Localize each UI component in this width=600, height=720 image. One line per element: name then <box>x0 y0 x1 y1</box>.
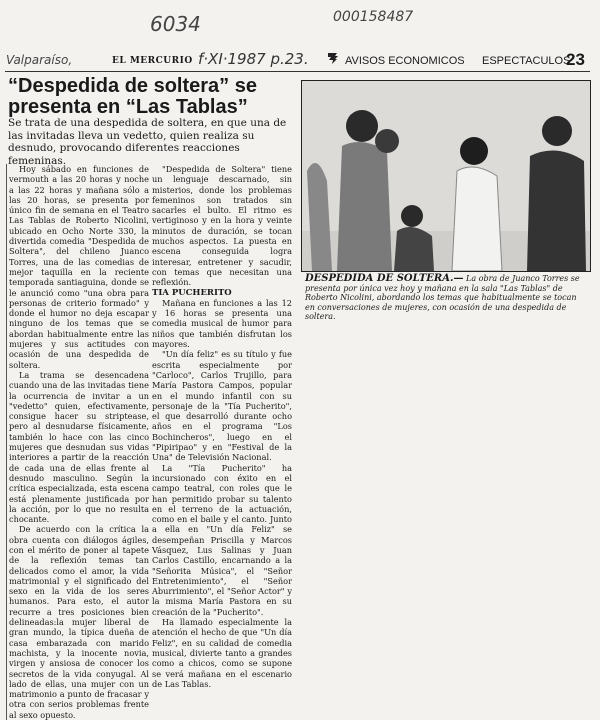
avisos-logo-icon <box>327 51 339 65</box>
page-number: 23 <box>566 50 585 69</box>
article-column-1 <box>6 164 149 720</box>
caption-text: La obra de Juanco Torres se presenta por única vez hoy y mañana en la sala "Las Tablas" de Roberto Nicolini, abordando los temas que habitualmente se tocan en conversaciones de mujeres, con ocasión de una despedida de soltera. <box>305 274 580 322</box>
paragraph: La trama se desencadena cuando una de las invitadas tiene la ocurrencia de invitar a un "vedetto" quien, efectivamente, consigue hacer su striptease, pero al desnudarse físicamente, también lo hace con las cinco mujeres que desnudan sus vidas interiores a partir de la reacción de cada una de ellas frente al desnudo masculino. Según la crítica especializada, esta escena está plenamente justificada por la acción, por lo que no resulta chocante. <box>9 369 149 525</box>
paragraph: Ha llamado especialmente la atención el hecho de que "Un día Feliz", en su calidad de comedia musical, divierte tanto a grandes como a chicos, como se supone se verá mañana en el escenario de Las Tablas. <box>152 617 292 689</box>
article-column-2 <box>152 164 292 689</box>
paragraph: Hoy sábado en funciones de vermouth a las 20 horas y noche a las 22 horas y mañana sólo a las 20 horas, se presenta por único fin de semana en el Teatro Las Tablas de Roberto Nicolini, ubicado en Ocho Norte 330, la divertida comedia "Despedida de Soltera", del chileno Juanco Torres, una de las comedias de mejor taquilla en la reciente temporada santiaguina, donde se le anunció como "una obra para personas de criterio formado" y donde el humor no deja escapar ninguno de los temas que se abordan habitualmente entre las mujeres y sus actitudes con ocasión de una despedida de soltera. <box>9 164 149 370</box>
article-dek: Se trata de una despedida de soltera, en que una de las invitadas lleva un vedetto, quien realiza su desnudo, provocando diferentes reacciones femeninas. <box>8 117 287 167</box>
paragraph: Mañana en funciones a las 12 y 16 horas se presenta una comedia musical de humor para niños que también disfrutan los mayores. <box>152 297 292 350</box>
subheading: TIA PUCHERITO <box>152 287 232 298</box>
paragraph: La "Tía Pucherito" ha incursionado con éxito en el campo teatral, con roles que le han permitido probar su talento en el terreno de la actuación, como en el baile y el canto. Junto a ella en "Un día Feliz" se desempeñan Priscilla y Marcos Vásquez, Lus Salinas y Juan Carlos Castillo, encarnando a la "Señorita Música", el "Señor Entretenimiento", el "Señor Aburrimiento", el "Señor Actor" y la misma María Pastora en su creación de la "Pucherito". <box>152 462 292 617</box>
handwritten-city: Valparaíso, <box>6 53 73 67</box>
photo-caption <box>305 274 588 322</box>
paragraph: "Despedida de Soltera" tiene un lenguaje descarnado, sin misterios, donde los problemas femeninos son tratados sin sacarles el bulto. El ritmo es vertiginoso y en la hora y veinte minutos de duración, se tocan muchos aspectos. La puesta en escena conseguida logra interesar, entretener y sacudir, con temas que necesitan una reflexión. <box>152 164 292 288</box>
newspaper-name: EL MERCURIO <box>112 56 193 66</box>
section-label: ESPECTACULOS <box>482 55 571 67</box>
photo-scene <box>302 81 590 271</box>
header-divider <box>5 71 590 72</box>
handwritten-date: f·XI·1987 p.23. <box>198 50 309 68</box>
section-ads-label: AVISOS ECONOMICOS <box>345 55 465 67</box>
article-headline: “Despedida de soltera” se presenta en “Las Tablas” <box>8 75 257 118</box>
handwritten-reference-number: 6034 <box>150 12 201 36</box>
paragraph: "Un día feliz" es su título y fue escrita especialmente por "Carloco", Carlos Trujillo, para María Pastora Campos, popular en el mundo infantil con su personaje de la "Tía Pucherito", el que desarrolló durante ocho años en el programa "Los Bochincheros", luego en el "Pipiripao" y en "Festival de la Una" de Televisión Nacional. <box>152 349 292 463</box>
paragraph: De acuerdo con la crítica la obra cuenta con diálogos ágiles, con el mérito de poner al tapete de la reflexión temas tan delicados como el amor, la vida matrimonial y el significado del sexo en la vida de los seres humanos. Para esto, el autor recurre a tres posiciones bien delineadas:la mujer liberal de gran mundo, la típica dueña de casa embarazada con marido machista, y la inocente novia, virgen y ansiosa de conocer los secretos de la vida conyugal. Al lado de ellas, una mujer con un matrimonio a punto de fracasar y otra con serios problemas frente al sexo opuesto. <box>9 524 149 720</box>
caption-title: DESPEDIDA DE SOLTERA.— <box>305 273 464 284</box>
article-photo <box>301 80 591 272</box>
archive-code: 000158487 <box>333 9 414 25</box>
